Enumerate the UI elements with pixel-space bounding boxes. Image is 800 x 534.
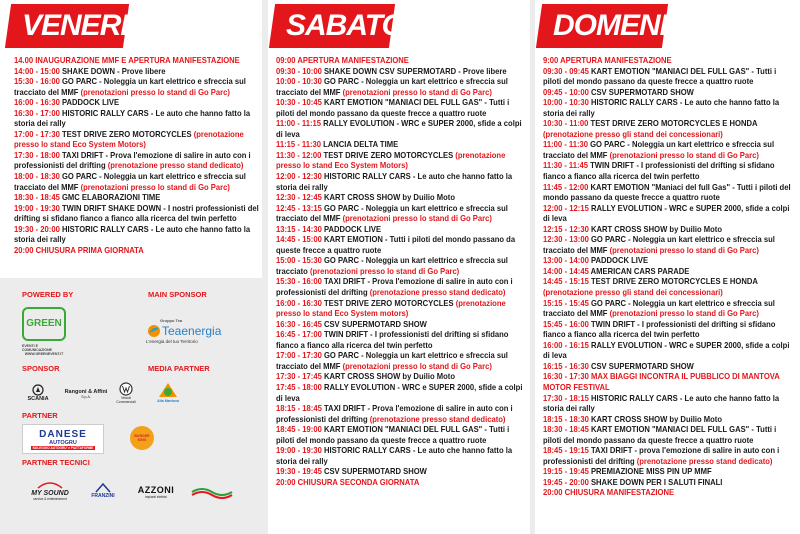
day-title: DOMENICA — [553, 9, 709, 42]
entry-text: KART EMOTION "MANIACI DEL FULL GAS" - Tutti i piloti del mondo passano da queste frecce a quattro ruote — [276, 424, 510, 445]
scania-logo: SCANIA — [20, 380, 56, 406]
entry-time: 15:30 - 16:00 — [14, 76, 62, 87]
entry-text: APERTURA MANIFESTAZIONE — [297, 55, 409, 65]
day-banner — [269, 4, 404, 48]
mysound-logo: MY SOUND service & entertainment — [22, 476, 78, 504]
entry-text: TWIN DRIFT SHAKE DOWN - I nostri professionisti del drifting si sfidano fianco a fianco alla ricerca del twin perfetto — [14, 202, 259, 224]
tricolor-wave-icon — [190, 484, 234, 500]
entry-text: TAXI DRIFT - Prova l'emozione di salire in auto con i professionisti del drifting — [14, 149, 251, 171]
volkswagen-logo: Veicoli Commerciali — [112, 378, 140, 408]
entry-time: 18:30 - 18:45 — [14, 192, 62, 203]
entry-time: 10:30 - 10:45 — [276, 97, 324, 108]
schedule-entry — [276, 276, 524, 297]
franzini-mark-icon — [94, 483, 112, 493]
entry-time: 11:30 - 11:45 — [543, 160, 591, 171]
entry-text: LANCIA DELTA TIME — [323, 139, 399, 150]
entry-text: KART CROSS SHOW by Duilio Moto — [323, 371, 455, 382]
entry-text: MAX BIAGGI INCONTRA IL PUBBLICO DI MANTOVA MOTOR FESTIVAL — [543, 371, 780, 392]
entry-time: 9:00 — [543, 55, 561, 65]
entry-booking-note: (prenotazioni presso lo stand di Go Parc) — [309, 265, 460, 276]
schedule-entry — [276, 76, 524, 97]
schedule-entry — [276, 382, 524, 403]
entry-text: GO PARC - Noleggia un kart elettrico e sfreccia sul tracciato del MMF — [14, 171, 246, 192]
schedule-entry — [14, 171, 262, 192]
schedule-entry — [276, 255, 524, 276]
schedule-entry — [276, 66, 524, 77]
entry-time: 15:00 - 15:30 — [276, 255, 324, 266]
schedule-entry — [276, 298, 524, 319]
column-saturday — [268, 0, 530, 534]
entry-text: GO PARC - Noleggia un kart elettrico e sfreccia sul tracciato del MMF — [276, 76, 508, 97]
entry-time: 14:45 - 15:15 — [543, 276, 591, 287]
burger-king-logo: BURGER KING — [130, 426, 154, 450]
mysound-graphic-icon — [37, 480, 63, 490]
media-partner-label: MEDIA PARTNER — [148, 364, 210, 373]
schedule-entry — [14, 224, 262, 245]
schedule-entry — [276, 224, 524, 235]
schedule-entry — [276, 150, 524, 171]
entry-text: CHIUSURA PRIMA GIORNATA — [35, 244, 144, 255]
entry-text: KART CROSS SHOW by Duilio Moto — [323, 192, 455, 203]
entry-text: INAUGURAZIONE MMF E APERTURA MANIFESTAZIONE — [35, 55, 240, 65]
entry-time: 17:30 - 18:15 — [543, 392, 591, 403]
tea-energia-logo: Gruppo Tea Teaenergia L'energia del tuo Territorio — [146, 318, 222, 344]
entry-time: 17:30 - 18:00 — [14, 149, 62, 160]
schedule-entry — [276, 118, 524, 139]
entry-time: 19:45 - 20:00 — [543, 476, 591, 487]
entry-text: GO PARC - Noleggia un kart elettrico e sfreccia sul tracciato — [276, 255, 508, 276]
entry-text: CSV SUPERMOTARD SHOW — [323, 466, 427, 477]
schedule-entry — [276, 171, 524, 192]
entry-text: TEST DRIVE ZERO MOTORCYCLES E HONDA — [590, 276, 758, 287]
entry-time: 18:15 - 18:45 — [276, 403, 324, 414]
schedule-entry — [543, 118, 791, 139]
entry-time: 20:00 — [276, 476, 298, 487]
schedule-entry — [276, 234, 524, 255]
entry-text: PADDOCK LIVE — [61, 97, 120, 108]
schedule-entry — [543, 466, 791, 477]
entry-time: 19:00 - 19:30 — [276, 445, 324, 456]
entry-booking-note: (prenotazione presso lo stand Eco System motors) — [276, 297, 506, 319]
powered-by-label: POWERED BY — [22, 290, 74, 299]
entry-text: TEST DRIVE ZERO MOTORCYCLES E HONDA — [590, 118, 758, 129]
entry-text: APERTURA MANIFESTAZIONE — [560, 55, 672, 65]
entry-text: GMC ELABORAZIONI TIME — [61, 192, 161, 203]
sponsor-panel — [0, 278, 262, 534]
entry-booking-note: (prenotazioni presso lo stand di Go Parc) — [342, 360, 492, 371]
entry-time: 14:00 - 14:45 — [543, 265, 591, 276]
schedule-entry — [14, 76, 262, 97]
main-sponsor-label: MAIN SPONSOR — [148, 290, 207, 299]
entry-text: KART EMOTION "MANIACI DEL FULL GAS" - Tutti i piloti del mondo passano da queste frecce a quattro ruote — [276, 97, 510, 118]
entry-text: KART EMOTION - Tutti i piloti del mondo passano da queste frecce a quattro ruote — [276, 234, 516, 255]
entry-text: CHIUSURA SECONDA GIORNATA — [297, 476, 420, 487]
entry-time: 12:15 - 12:30 — [543, 223, 591, 234]
schedule-entry — [14, 97, 262, 108]
schedule-entry — [14, 129, 262, 150]
schedule-entry — [543, 87, 791, 98]
entry-time: 19:15 - 19:45 — [543, 466, 591, 477]
schedule-entry — [276, 403, 524, 424]
entry-time: 13:15 - 14:30 — [276, 223, 324, 234]
entry-time: 16:30 - 17:00 — [14, 107, 62, 118]
entry-booking-note: (prenotazione presso stand dedicato) — [369, 413, 506, 424]
entry-time: 18:00 - 18:30 — [14, 171, 62, 182]
entry-text: HISTORIC RALLY CARS - Le auto che hanno fatto la storia dei rally — [14, 107, 251, 129]
entry-time: 11:30 - 12:00 — [276, 149, 324, 160]
entry-time: 16:45 - 17:00 — [276, 329, 324, 340]
schedule-entry — [276, 371, 524, 382]
schedule-entry — [14, 66, 262, 77]
vw-emblem-icon — [119, 382, 133, 396]
schedule-entry — [276, 192, 524, 203]
column-friday — [0, 0, 262, 534]
entry-text: GO PARC - Noleggia un kart elettrico e sfreccia sul tracciato del MMF — [543, 297, 775, 319]
entry-time: 15:45 - 16:00 — [543, 318, 591, 329]
entry-time: 16:30 - 16:45 — [276, 318, 324, 329]
schedule-entry — [276, 466, 524, 477]
entry-time: 11:00 - 11:30 — [543, 139, 591, 150]
entry-time: 18:45 - 19:00 — [276, 424, 324, 435]
entry-time: 16:15 - 16:30 — [543, 360, 591, 371]
entry-text: CHIUSURA MANIFESTAZIONE — [564, 487, 675, 498]
entry-text: CSV SUPERMOTARD SHOW — [590, 360, 694, 371]
entry-time: 14:45 - 15:00 — [276, 234, 324, 245]
schedule-entry — [276, 319, 524, 330]
entry-time: 12:45 - 13:15 — [276, 202, 324, 213]
schedule-entry — [543, 266, 791, 277]
entry-time: 09:45 - 10:00 — [543, 86, 591, 97]
entry-text: HISTORIC RALLY CARS - Le auto che hanno fatto la storia dei rally — [543, 392, 780, 414]
tricolor-logo — [188, 482, 236, 502]
entry-booking-note: (prenotazione presso gli stand dei concessionari) — [543, 128, 723, 139]
day-title: VENERDÌ — [22, 9, 149, 42]
entry-text: TWIN DRIFT - I professionisti del drifting si sfidano fianco a fianco alla ricerca del twin perfetto — [543, 318, 776, 340]
entry-time: 16:30 - 17:30 — [543, 371, 591, 382]
entry-time: 12:30 - 13:00 — [543, 234, 591, 245]
entry-time: 12:00 - 12:30 — [276, 171, 324, 182]
entry-time: 14:00 - 15:00 — [14, 65, 62, 76]
franzini-logo: FRANZINI — [82, 478, 124, 504]
entry-booking-note: (prenotazioni presso lo stand di Go Parc) — [609, 149, 759, 160]
schedule-entry — [276, 477, 524, 488]
entry-text: RALLY EVOLUTION - WRC e SUPER 2000, sfide a colpi di leva — [543, 339, 790, 361]
entry-time: 18:15 - 18:30 — [543, 413, 591, 424]
schedule-entry — [543, 371, 791, 392]
entry-time: 17:45 - 18:00 — [276, 381, 324, 392]
schedule-entry — [276, 424, 524, 445]
schedule-entry — [543, 477, 791, 488]
entry-time: 17:30 - 17:45 — [276, 371, 324, 382]
entry-text: TWIN DRIFT - I professionisti del drifting si sfidano fianco a fianco alla ricerca del twin perfetto — [276, 329, 509, 350]
entry-time: 17:00 - 17:30 — [276, 350, 324, 361]
entry-time: 10:00 - 10:30 — [276, 76, 324, 87]
partner-tecnici-label: PARTNER TECNICI — [22, 458, 90, 467]
schedule-entry — [14, 108, 262, 129]
entry-time: 12:00 - 12:15 — [543, 202, 591, 213]
entry-booking-note: (prenotazione presso stand dedicato) — [369, 287, 506, 298]
green-logo: GREEN EVENTI E COMUNICAZIONE WWW.GREENEVENT.IT — [22, 306, 66, 356]
schedule-entry — [543, 414, 791, 425]
schedule-entry — [276, 55, 524, 66]
schedule-entry — [14, 150, 262, 171]
entry-text: KART EMOTION "MANIACI DEL FULL GAS" - Tutti i piloti del mondo passano da queste frecce a quattro ruote — [543, 424, 777, 445]
schedule-entry — [543, 393, 791, 414]
schedule-entry — [276, 329, 524, 350]
entry-text: KART CROSS SHOW by Duilio Moto — [590, 223, 722, 234]
azzoni-logo: AZZONI impianti elettrici — [137, 485, 175, 499]
entry-time: 11:00 - 11:15 — [276, 118, 324, 129]
day-title: SABATO — [286, 9, 404, 42]
entry-booking-note: (prenotazioni presso lo stand di Go Parc) — [342, 86, 492, 97]
entry-text: GO PARC - Noleggia un kart elettrico e sfreccia sul tracciato del MMF — [14, 76, 246, 97]
entry-text: KART EMOTION "MANIACI DEL FULL GAS" - Tutti i piloti del mondo passano da queste frecce a quattro ruote — [543, 65, 777, 87]
column-sunday — [535, 0, 800, 534]
schedule-entry — [543, 319, 791, 340]
entry-time: 09:00 — [276, 55, 298, 65]
entry-text: TEST DRIVE ZERO MOTORCYCLES — [323, 297, 456, 308]
schedule-entry — [543, 340, 791, 361]
schedule-entry — [276, 203, 524, 224]
schedule-entry — [543, 55, 791, 66]
entry-time: 19:30 - 19:45 — [276, 466, 324, 477]
event-list — [14, 55, 262, 255]
day-banner — [536, 4, 709, 48]
schedule-entry — [543, 361, 791, 372]
entry-text: KART EMOTION "Maniaci del full Gas" - Tutti i piloti del mondo passano da queste frecce a quattro ruote — [543, 181, 791, 203]
entry-text: RALLY EVOLUTION - WRC e SUPER 2000, sfide a colpi di leva — [276, 381, 523, 403]
entry-time: 16:00 - 16:15 — [543, 339, 591, 350]
entry-text: PREMIAZIONE MISS PIN UP MMF — [590, 466, 712, 477]
entry-time: 11:15 - 11:30 — [276, 139, 324, 150]
entry-booking-note: (prenotazioni presso lo stand di Go Parc) — [609, 308, 759, 319]
tea-leaf-icon — [146, 323, 162, 339]
entry-text: GO PARC - Noleggia un kart elettrico e sfreccia sul tracciato del MMF — [276, 350, 508, 371]
schedule-entry — [543, 160, 791, 181]
schedule-entry — [543, 424, 791, 445]
entry-booking-note: (prenotazioni presso lo stand di Go Parc) — [342, 213, 492, 224]
entry-time: 18:45 - 19:15 — [543, 445, 591, 456]
entry-text: AMERICAN CARS PARADE — [590, 265, 690, 276]
media-partner-logo: Alta Mantova — [150, 376, 186, 408]
schedule-entry — [276, 350, 524, 371]
schedule-entry — [276, 445, 524, 466]
day-banner — [5, 4, 149, 48]
entry-booking-note: (prenotazione presso gli stand dei concessionari) — [543, 287, 723, 298]
event-list — [543, 55, 791, 498]
entry-text: CSV SUPERMOTARD SHOW — [323, 318, 427, 329]
entry-text: SHAKE DOWN CSV SUPERMOTARD - Prove libere — [323, 65, 507, 76]
schedule-entry — [543, 445, 791, 466]
schedule-entry — [543, 255, 791, 266]
entry-booking-note: (prenotazioni presso lo stand di Go Parc) — [80, 86, 230, 97]
schedule-entry — [276, 97, 524, 118]
entry-text: HISTORIC RALLY CARS - Le auto che hanno fatto la storia dei rally — [276, 445, 513, 466]
entry-booking-note: (prenotazione presso lo stand Eco System Motors) — [14, 128, 244, 150]
entry-booking-note: (prenotazione presso stand dedicato) — [636, 455, 773, 466]
entry-time: 16:00 - 16:30 — [14, 97, 62, 108]
schedule-entry — [543, 234, 791, 255]
entry-text: GO PARC - Noleggia un kart elettrico e sfreccia sul tracciato del MMF — [276, 202, 508, 224]
entry-text: TEST DRIVE ZERO MOTORCYCLES — [323, 149, 456, 160]
entry-text: SHAKE DOWN PER I SALUTI FINALI — [590, 476, 723, 487]
entry-text: HISTORIC RALLY CARS - Le auto che hanno fatto la storia dei rally — [14, 223, 251, 245]
schedule-entry — [543, 224, 791, 235]
entry-booking-note: (prenotazioni presso lo stand di Go Parc) — [609, 244, 759, 255]
entry-time: 16:00 - 16:30 — [276, 297, 324, 308]
entry-text: TEST DRIVE ZERO MOTORCYCLES — [61, 128, 194, 139]
entry-time: 11:45 - 12:00 — [543, 181, 591, 192]
danese-logo: DANESE AUTOGRU NOLEGGIO AUTOGRU' e PIATTAFORME — [22, 424, 104, 454]
entry-text: GO PARC - Noleggia un kart elettrico e sfreccia sul tracciato del MMF — [543, 234, 775, 255]
schedule-entry — [543, 203, 791, 224]
entry-text: HISTORIC RALLY CARS - Le auto che hanno fatto la storia dei rally — [276, 171, 513, 192]
entry-text: TAXI DRIFT - Prova l'emozione di salire in auto con i professionisti del drifting — [276, 276, 513, 298]
entry-time: 19:30 - 20:00 — [14, 223, 62, 234]
entry-time: 10:30 - 11:00 — [543, 118, 591, 129]
entry-time: 15:15 - 15:45 — [543, 297, 591, 308]
entry-text: PADDOCK LIVE — [323, 223, 382, 234]
entry-text: PADDOCK LIVE — [590, 255, 649, 266]
sponsor-label: SPONSOR — [22, 364, 60, 373]
entry-booking-note: (prenotazione presso stand dedicato) — [107, 160, 244, 171]
entry-time: 09:30 - 10:00 — [276, 65, 324, 76]
schedule-entry — [543, 182, 791, 203]
entry-text: HISTORIC RALLY CARS - Le auto che hanno fatto la storia dei rally — [543, 97, 780, 118]
schedule-entry — [14, 203, 262, 224]
entry-text: TAXI DRIFT - prova l'emozione di salire in auto con i professionisti del drifting — [543, 445, 780, 466]
entry-time: 20:00 — [543, 487, 565, 498]
schedule-entry — [276, 139, 524, 150]
schedule-entry — [543, 97, 791, 118]
entry-text: KART CROSS SHOW by Duilio Moto — [590, 413, 722, 424]
rangoni-logo: Rangoni & Affini S.p.A. — [64, 389, 108, 399]
entry-text: CSV SUPERMOTARD SHOW — [590, 86, 694, 97]
schedule-entry — [543, 66, 791, 87]
entry-text: TWIN DRIFT - I professionisti del drifting si sfidano fianco a fianco alla ricerca del twin perfetto — [543, 160, 775, 182]
schedule-entry — [543, 276, 791, 297]
entry-text: RALLY EVOLUTION - WRC e SUPER 2000, sfide a colpi di leva — [276, 118, 522, 139]
entry-text: TAXI DRIFT - Prova l'emozione di salire in auto con i professionisti del drifting — [276, 403, 513, 424]
schedule-entry — [14, 55, 262, 66]
schedule-entry — [543, 139, 791, 160]
entry-time: 15:30 - 16:00 — [276, 276, 324, 287]
entry-text: GO PARC - Noleggia un kart elettrico e sfreccia sul tracciato del MMF — [543, 139, 775, 160]
schedule-entry — [14, 192, 262, 203]
entry-time: 17:00 - 17:30 — [14, 128, 62, 139]
entry-booking-note: (prenotazione presso lo stand Eco System Motors) — [276, 149, 506, 171]
entry-time: 10:00 - 10:30 — [543, 97, 591, 108]
entry-time: 09:30 - 09:45 — [543, 65, 591, 76]
entry-booking-note: (prenotazioni presso lo stand di Go Parc) — [80, 181, 230, 192]
entry-time: 18:30 - 18:45 — [543, 424, 591, 435]
entry-text: RALLY EVOLUTION - WRC e SUPER 2000, sfide a colpi di leva — [543, 202, 790, 224]
entry-time: 12:30 - 12:45 — [276, 192, 324, 203]
entry-time: 14.00 — [14, 55, 36, 65]
entry-text: SHAKE DOWN - Prove libere — [61, 65, 166, 76]
media-partner-icon — [157, 381, 179, 399]
partner-label: PARTNER — [22, 411, 58, 420]
entry-time: 20:00 — [14, 244, 36, 255]
scania-griffin-icon — [32, 384, 44, 396]
event-list — [276, 55, 524, 487]
schedule-entry — [14, 245, 262, 256]
schedule-entry — [543, 298, 791, 319]
schedule-entry — [543, 487, 791, 498]
entry-time: 19:00 - 19:30 — [14, 202, 62, 213]
entry-time: 13:00 - 14:00 — [543, 255, 591, 266]
